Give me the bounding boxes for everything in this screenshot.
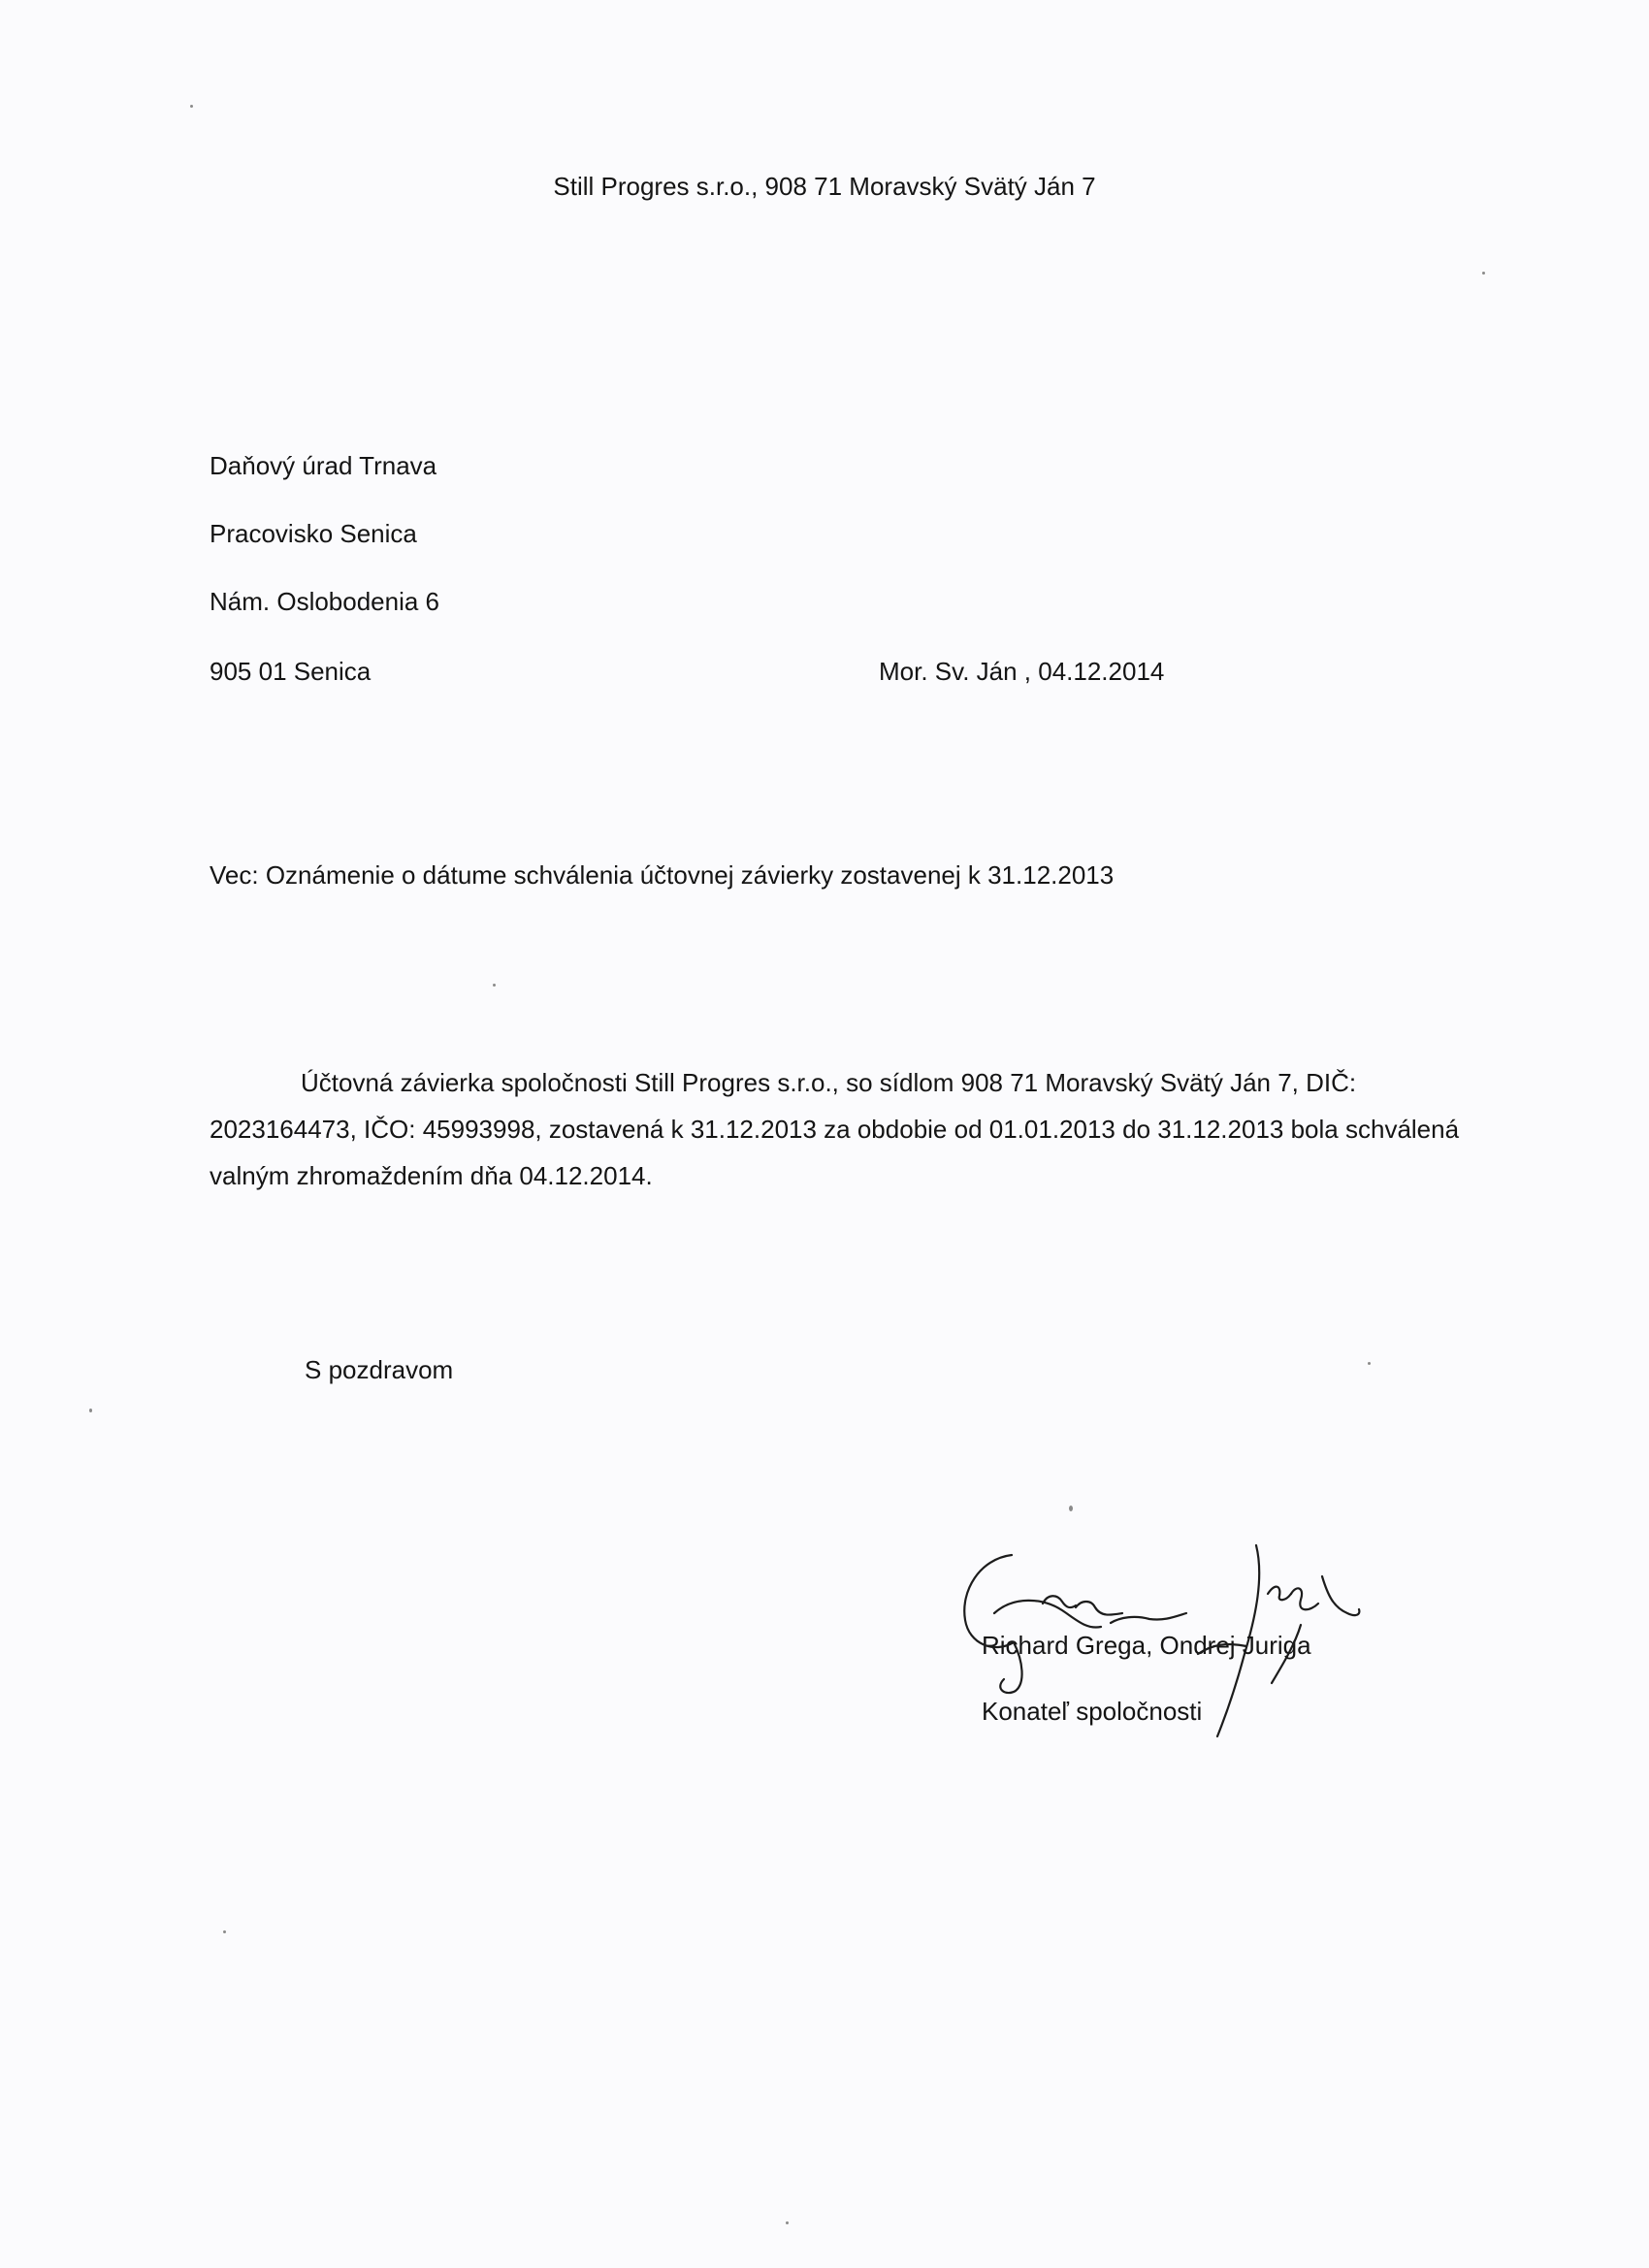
scan-speck — [223, 1930, 226, 1933]
recipient-line-4: 905 01 Senica — [210, 657, 372, 686]
scan-speck — [1069, 1506, 1073, 1511]
recipient-line-2: Pracovisko Senica — [210, 519, 417, 548]
body-paragraph — [210, 1059, 1461, 1199]
recipient-line-1: Daňový úrad Trnava — [210, 451, 437, 480]
place-and-date: Mor. Sv. Ján , 04.12.2014 — [879, 657, 1165, 686]
scan-speck — [493, 984, 496, 987]
scan-speck — [1368, 1362, 1371, 1365]
subject-line: Vec: Oznámenie o dátume schválenia účtovnej závierky zostavenej k 31.12.2013 — [210, 860, 1115, 890]
signer-names: Richard Grega, Ondrej Juriga — [982, 1631, 1311, 1660]
handwritten-signature — [955, 1538, 1363, 1761]
scan-speck — [1482, 272, 1485, 275]
scan-speck — [190, 105, 193, 108]
company-header: Still Progres s.r.o., 908 71 Moravský Svätý Ján 7 — [553, 172, 1096, 201]
scan-speck — [786, 2221, 789, 2224]
body-text: Účtovná závierka spoločnosti Still Progres s.r.o., so sídlom 908 71 Moravský Svätý Ján 7, DIČ: 2023164473, IČO: 45993998, zostavená k 31.12.2013 za obdobie od 01.01.2013 do 31.12.2013 bola schválená valným zhromaždením dňa 04.12.2014. — [210, 1068, 1460, 1190]
scan-speck — [89, 1409, 92, 1412]
recipient-line-3: Nám. Oslobodenia 6 — [210, 587, 440, 616]
closing-greeting: S pozdravom — [305, 1355, 454, 1384]
signer-role: Konateľ spoločnosti — [982, 1697, 1203, 1726]
